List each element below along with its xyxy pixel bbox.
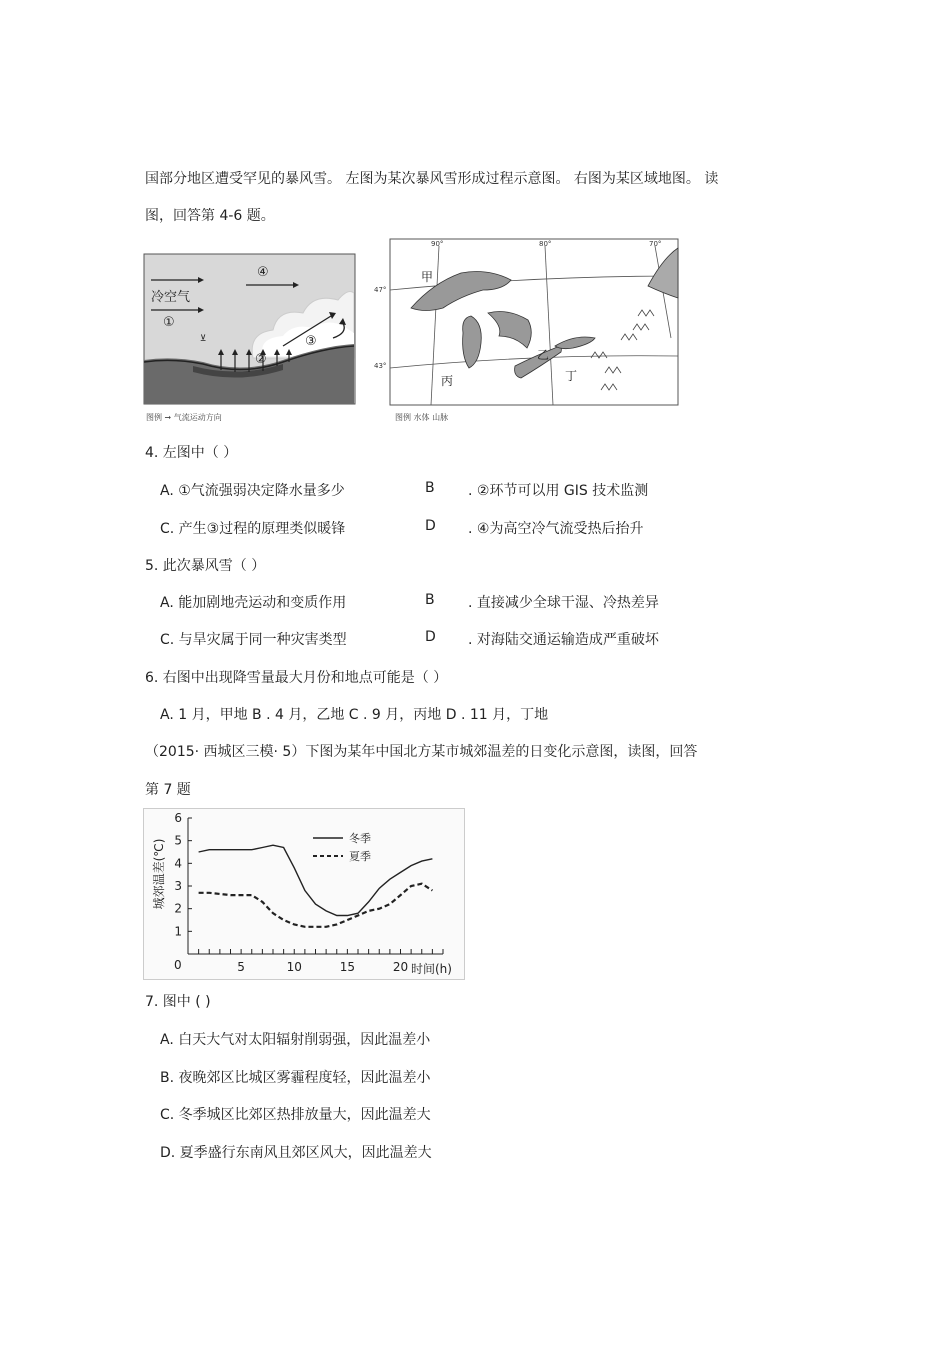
marker-3: ③ xyxy=(305,334,317,349)
chart-x-label: 时间(h) xyxy=(411,962,452,976)
place-bing: 丙 xyxy=(441,374,454,388)
chart-y-tick-label: 1 xyxy=(174,924,182,939)
q7-option-b[interactable]: B. 夜晚郊区比城区雾霾程度轻，因此温差小 xyxy=(160,1070,431,1086)
q5-option-a[interactable]: A. 能加剧地壳运动和变质作用 xyxy=(160,595,347,611)
lon-90: 90° xyxy=(431,240,444,248)
chart-y-tick-label: 6 xyxy=(174,811,182,825)
place-ding: 丁 xyxy=(565,369,578,383)
place-jia: 甲 xyxy=(421,270,434,284)
q5-option-b[interactable]: . 直接减少全球干湿、冷热差异 xyxy=(468,595,659,611)
marker-2: ② xyxy=(255,352,267,367)
lon-80: 80° xyxy=(539,240,552,248)
chart-y-tick-label: 2 xyxy=(174,901,182,916)
source-line-1: （2015· 西城区三模· 5）下图为某年中国北方某市城郊温差的日变化示意图，读图，回答 xyxy=(145,744,698,760)
q5-stem: 5. 此次暴风雪（ ） xyxy=(145,558,266,574)
lat-43: 43° xyxy=(374,362,387,370)
q4-option-a[interactable]: A. ①气流强弱决定降水量多少 xyxy=(160,483,345,499)
q7-option-a[interactable]: A. 白天大气对太阳辐射削弱强，因此温差小 xyxy=(160,1032,431,1048)
q4-option-c[interactable]: C. 产生③过程的原理类似暖锋 xyxy=(160,521,346,537)
left-legend: 图例 ➞ 气流运动方向 xyxy=(146,413,222,422)
q5-option-d[interactable]: . 对海陆交通运输造成严重破坏 xyxy=(468,632,659,648)
label-cold-air: 冷空气 xyxy=(151,290,191,305)
legend-winter-label: 冬季 xyxy=(349,832,371,845)
q7-option-d[interactable]: D. 夏季盛行东南风且郊区风大，因此温差大 xyxy=(160,1145,432,1161)
q5-option-d-letter[interactable]: D xyxy=(425,629,436,645)
q7-stem: 7. 图中 ( ) xyxy=(145,994,211,1010)
chart-x-tick-label: 20 xyxy=(392,960,409,974)
q4-option-b-letter[interactable]: B xyxy=(425,480,435,496)
svg-text:⊻: ⊻ xyxy=(199,334,207,344)
chart-y-tick-label: 4 xyxy=(174,856,182,871)
blizzard-process-diagram xyxy=(144,254,355,404)
lat-47: 47° xyxy=(374,286,387,294)
q4-option-b[interactable]: . ②环节可以用 GIS 技术监测 xyxy=(468,483,649,499)
legend-summer-label: 夏季 xyxy=(349,850,371,863)
chart-y-tick-label: 5 xyxy=(174,833,182,848)
place-yi: 乙 xyxy=(537,348,550,362)
lon-70: 70° xyxy=(649,240,662,248)
chart-x-tick-label: 10 xyxy=(286,960,302,974)
chart-y-tick-label: 3 xyxy=(174,879,182,893)
marker-1: ① xyxy=(163,315,175,330)
right-legend: 图例 水体 山脉 xyxy=(395,413,449,422)
intro-line-2: 图，回答第 4-6 题。 xyxy=(145,208,275,224)
q4-option-d[interactable]: . ④为高空冷气流受热后抬升 xyxy=(468,521,644,537)
chart-origin-label: 0 xyxy=(174,958,182,972)
chart-x-tick-label: 5 xyxy=(237,960,245,974)
chart-x-tick-label: 15 xyxy=(339,960,356,974)
q7-option-c[interactable]: C. 冬季城区比郊区热排放量大，因此温差大 xyxy=(160,1107,431,1123)
temperature-difference-chart xyxy=(143,808,465,980)
q4-stem: 4. 左图中（ ） xyxy=(145,445,238,461)
source-line-2: 第 7 题 xyxy=(145,782,191,798)
figure-1 xyxy=(143,238,680,426)
chart-y-label: 城郊温差(℃) xyxy=(152,838,166,910)
q6-options[interactable]: A. 1 月，甲地 B . 4 月，乙地 C . 9 月，丙地 D . 11 月，丁地 xyxy=(160,707,549,723)
intro-line-1: 国部分地区遭受罕见的暴风雪。 左图为某次暴风雪形成过程示意图。 右图为某区域地图。 读 xyxy=(145,171,719,187)
q5-option-c[interactable]: C. 与旱灾属于同一种灾害类型 xyxy=(160,632,347,648)
marker-4: ④ xyxy=(257,265,269,280)
q6-stem: 6. 右图中出现降雪量最大月份和地点可能是（ ） xyxy=(145,670,448,686)
q5-option-b-letter[interactable]: B xyxy=(425,592,435,608)
region-map xyxy=(390,239,678,405)
q4-option-d-letter[interactable]: D xyxy=(425,518,436,534)
